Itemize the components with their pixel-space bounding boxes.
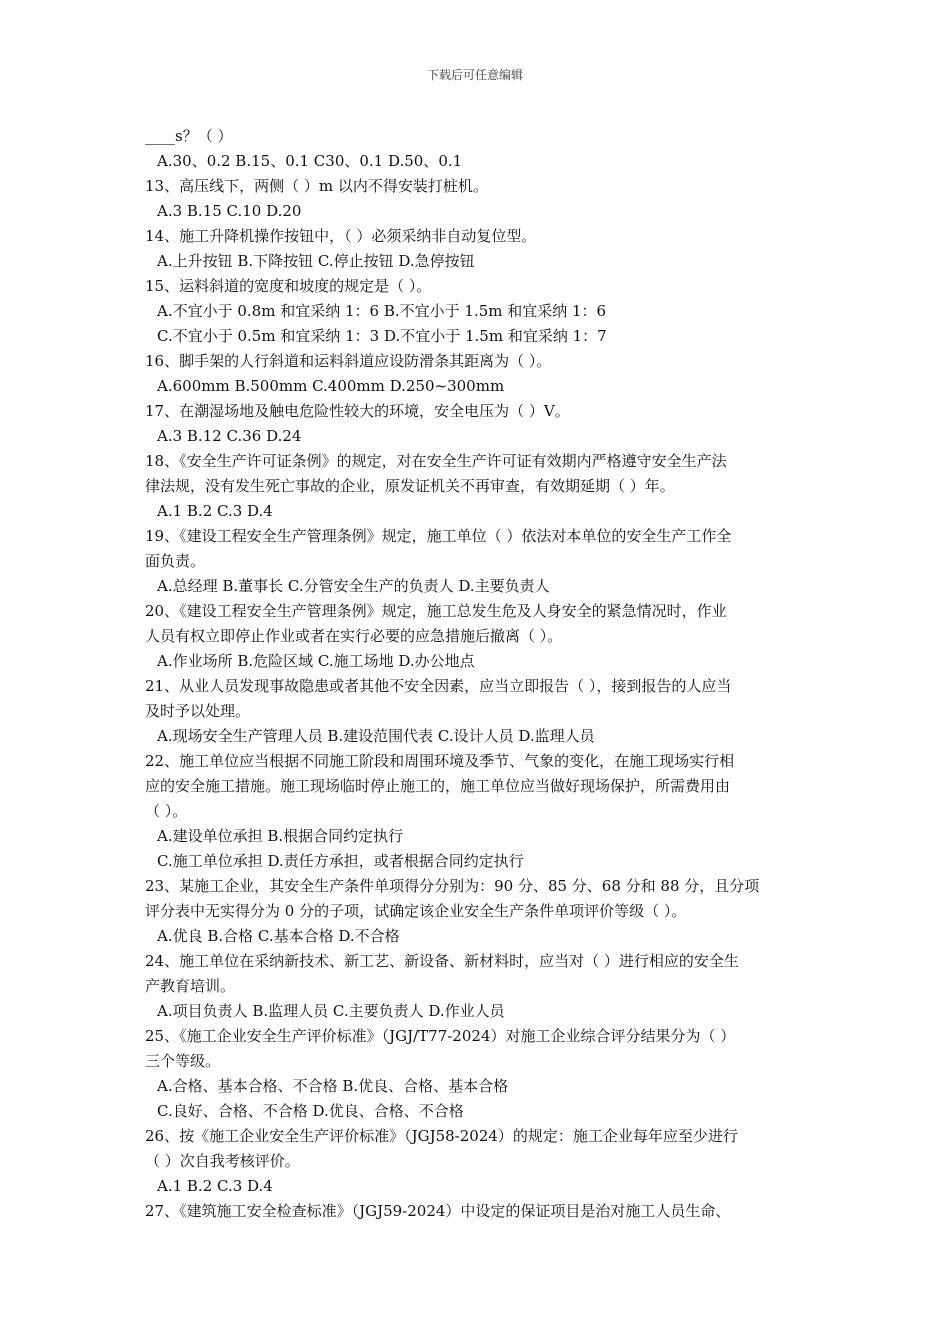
question-text-line: 律法规，没有发生死亡事故的企业，原发证机关不再审查，有效期延期（ ）年。: [145, 477, 675, 495]
question-item: [145, 749, 810, 874]
question-text-line: 27、《建筑施工安全检查标准》（JGJ59-2024）中设定的保证项目是治对施工人员生命、: [145, 1202, 731, 1220]
question-item: [145, 399, 810, 449]
question-text-line: 产教育培训。: [145, 977, 236, 995]
question-text-line: 20、《建设工程安全生产管理条例》规定，施工总发生危及人身安全的紧急情况时，作业: [145, 602, 727, 620]
question-text-line: 24、施工单位在采纳新技术、新工艺、新设备、新材料时，应当对（ ）进行相应的安全生: [145, 952, 739, 970]
question-text-line: 应的安全施工措施。施工现场临时停止施工的，施工单位应当做好现场保护，所需费用由: [145, 777, 731, 795]
question-text-line: 及时予以处理。: [145, 702, 251, 720]
question-text-line: 26、按《施工企业安全生产评价标准》（JGJ58-2024）的规定：施工企业每年应至少进行: [145, 1127, 738, 1145]
answer-options: A.1 B.2 C.3 D.4: [157, 502, 273, 520]
question-text-line: 评分表中无实得分为 0 分的子项，试确定该企业安全生产条件单项评价等级（ ）。: [145, 902, 687, 920]
answer-options: A.3 B.12 C.36 D.24: [157, 427, 302, 445]
question-text-line: （ ）次自我考核评价。: [145, 1152, 300, 1170]
question-text-line: 三个等级。: [145, 1052, 221, 1070]
question-item: [145, 1124, 810, 1199]
answer-options: A.不宜小于 0.8m 和宜采纳 1：6 B.不宜小于 1.5m 和宜采纳 1：6: [157, 302, 607, 320]
question-text-line: 16、脚手架的人行斜道和运料斜道应设防滑条其距离为（ ）。: [145, 352, 552, 370]
answer-options: A.上升按钮 B.下降按钮 C.停止按钮 D.急停按钮: [157, 252, 475, 270]
question-item: [145, 674, 810, 749]
question-item: [145, 524, 810, 599]
answer-options: A.建设单位承担 B.根据合同约定执行: [157, 827, 404, 845]
answer-options: C.不宜小于 0.5m 和宜采纳 1：3 D.不宜小于 1.5m 和宜采纳 1：7: [157, 327, 607, 345]
question-item: [145, 599, 810, 674]
question-text-line: 13、高压线下，两侧（ ）m 以内不得安装打桩机。: [145, 177, 488, 195]
answer-options: A.项目负责人 B.监理人员 C.主要负责人 D.作业人员: [157, 1002, 505, 1020]
question-text-line: 23、某施工企业，其安全生产条件单项得分分别为：90 分、85 分、68 分和 88 分，且分项: [145, 877, 760, 895]
answer-options: A.3 B.15 C.10 D.20: [157, 202, 302, 220]
answer-options: C.施工单位承担 D.责任方承担，或者根据合同约定执行: [157, 852, 524, 870]
question-text-line: 25、《施工企业安全生产评价标准》（JGJ/T77-2024）对施工企业综合评分结果分为（ ）: [145, 1027, 736, 1045]
question-text-line: 15、运料斜道的宽度和坡度的规定是（ ）。: [145, 277, 432, 295]
question-item: [145, 124, 810, 174]
page-header: 下载后可任意编辑: [426, 68, 523, 82]
question-list: [145, 124, 810, 1224]
question-item: [145, 949, 810, 1024]
answer-options: A.优良 B.合格 C.基本合格 D.不合格: [157, 927, 400, 945]
answer-options: A.总经理 B.董事长 C.分管安全生产的负责人 D.主要负责人: [157, 577, 550, 595]
question-item: [145, 174, 810, 224]
question-text-line: 22、施工单位应当根据不同施工阶段和周围环境及季节、气象的变化，在施工现场实行相: [145, 752, 735, 770]
answer-options: A.现场安全生产管理人员 B.建设范围代表 C.设计人员 D.监理人员: [157, 727, 595, 745]
question-text-line: 面负责。: [145, 552, 206, 570]
question-item: [145, 449, 810, 524]
question-text-line: 人员有权立即停止作业或者在实行必要的应急措施后撤离（ ）。: [145, 627, 563, 645]
question-item: [145, 874, 810, 949]
question-item: [145, 1024, 810, 1124]
question-text-line: 18、《安全生产许可证条例》的规定，对在安全生产许可证有效期内严格遵守安全生产法: [145, 452, 727, 470]
answer-options: C.良好、合格、不合格 D.优良、合格、不合格: [157, 1102, 464, 1120]
question-text-line: ____s？（ ）: [145, 127, 233, 145]
question-item: [145, 1199, 810, 1224]
question-item: [145, 349, 810, 399]
question-text-line: 17、在潮湿场地及触电危险性较大的环境，安全电压为（ ）V。: [145, 402, 570, 420]
answer-options: A.合格、基本合格、不合格 B.优良、合格、基本合格: [157, 1077, 509, 1095]
answer-options: A.1 B.2 C.3 D.4: [157, 1177, 273, 1195]
question-text-line: （ ）。: [145, 802, 188, 820]
answer-options: A.30、0.2 B.15、0.1 C30、0.1 D.50、0.1: [157, 152, 463, 170]
answer-options: A.作业场所 B.危险区域 C.施工场地 D.办公地点: [157, 652, 475, 670]
question-text-line: 21、从业人员发现事故隐患或者其他不安全因素，应当立即报告（ ），接到报告的人应当: [145, 677, 732, 695]
question-item: [145, 274, 810, 349]
question-text-line: 19、《建设工程安全生产管理条例》规定，施工单位（ ）依法对本单位的安全生产工作全: [145, 527, 732, 545]
answer-options: A.600mm B.500mm C.400mm D.250~300mm: [157, 377, 505, 395]
question-text-line: 14、施工升降机操作按钮中，（ ）必须采纳非自动复位型。: [145, 227, 537, 245]
question-item: [145, 224, 810, 274]
